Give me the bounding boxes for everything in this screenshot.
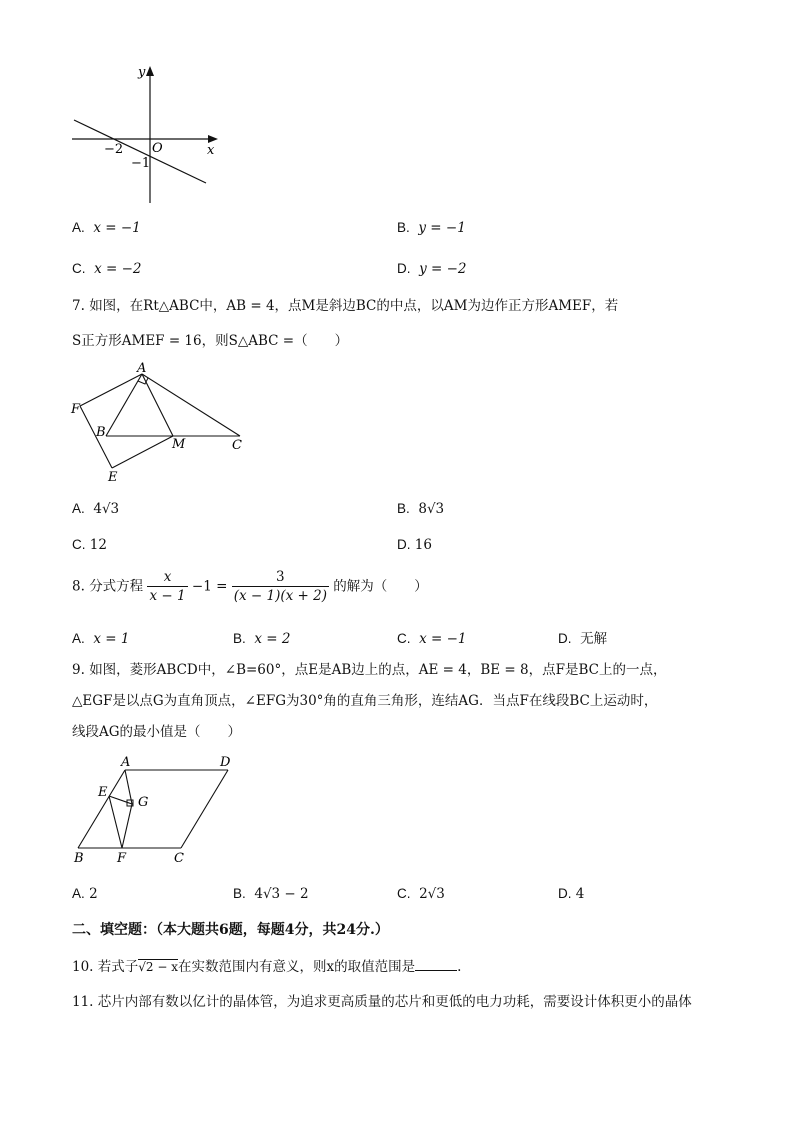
q9-option-d: D. 4: [558, 886, 585, 902]
q8-fraction-2: $\frac{3}{(x - 1)(x + 2)}$: [233, 569, 327, 604]
svg-text:B: B: [74, 851, 84, 866]
svg-text:A: A: [137, 361, 147, 376]
svg-text:F: F: [71, 402, 81, 417]
q6-option-d: D. y = −2: [397, 261, 467, 277]
answer-blank: [415, 956, 457, 971]
x-axis-label: x: [207, 143, 215, 158]
svg-text:B: B: [96, 425, 106, 440]
svg-text:E: E: [98, 785, 108, 800]
x-axis-arrow-icon: [208, 135, 218, 143]
svg-text:C: C: [174, 851, 184, 866]
y-intercept-label: −1: [131, 156, 151, 171]
svg-text:E: E: [108, 470, 118, 485]
q9-option-c: C. 2√3: [397, 886, 445, 902]
section-title: 二、填空题：（本大题共6题，每题4分，共24分.）: [72, 922, 389, 938]
q9-stem-line1: 9. 如图，菱形ABCD中，∠B=60°，点E是AB边上的点，AE = 4，BE = 8，点F是BC上的一点，: [72, 662, 667, 678]
q7-option-c: C. 12: [72, 537, 107, 553]
svg-text:C: C: [232, 438, 242, 453]
q8-option-a: A. x = 1: [72, 631, 130, 647]
y-axis-label: y: [138, 65, 146, 80]
q7-stem-line1: 7. 如图，在Rt△ABC中，AB = 4，点M是斜边BC的中点，以AM为边作正方形AMEF，若: [72, 298, 619, 314]
q6-option-b: B. y = −1: [397, 220, 466, 236]
svg-text:G: G: [138, 795, 149, 810]
svg-text:F: F: [117, 851, 127, 866]
q10-radical: √2 − x: [138, 960, 179, 974]
q7-option-d: D. 16: [397, 537, 432, 553]
y-axis-arrow-icon: [146, 66, 154, 76]
q9-option-b: B. 4√3 − 2: [233, 886, 309, 902]
q8-stem: 8. 分式方程 $\frac{x}{x - 1}$ −1 = $\frac{3}{(x - 1)(x + 2)}$ 的解为（ ）: [72, 569, 428, 604]
q8-option-c: C. x = −1: [397, 631, 467, 647]
q6-option-a: A. x = −1: [72, 220, 141, 236]
q9-stem-line2: △EGF是以点G为直角顶点，∠EFG为30°角的直角三角形，连结AG．当点F在线段BC上运动时，: [72, 693, 658, 709]
q9-stem-line3: 线段AG的最小值是（ ）: [72, 724, 242, 740]
q11-stem: 11. 芯片内部有数以亿计的晶体管，为追求更高质量的芯片和更低的电力功耗，需要设计体积更小的晶体: [72, 994, 692, 1010]
q9-figure: [66, 752, 246, 867]
q7-figure: [68, 360, 258, 490]
q9-option-a: A. 2: [72, 886, 98, 902]
svg-text:A: A: [121, 755, 131, 770]
q6-graph: [60, 60, 230, 210]
q10-stem: 10. 若式子√2 − x在实数范围内有意义，则x的取值范围是 .: [72, 956, 461, 977]
q7-option-a: A. 4√3: [72, 501, 120, 517]
origin-label: O: [152, 141, 163, 156]
svg-text:D: D: [220, 755, 231, 770]
svg-text:M: M: [172, 437, 186, 452]
graph-line: [74, 120, 206, 183]
q8-option-b: B. x = 2: [233, 631, 291, 647]
q6-option-c: C. x = −2: [72, 261, 142, 277]
q7-stem-line2: S正方形AMEF = 16，则S△ABC =（ ）: [72, 333, 349, 349]
q8-option-d: D. 无解: [558, 631, 608, 647]
q7-option-b: B. 8√3: [397, 501, 445, 517]
q8-fraction-1: $\frac{x}{x - 1}$: [149, 569, 186, 604]
x-intercept-label: −2: [104, 142, 124, 157]
